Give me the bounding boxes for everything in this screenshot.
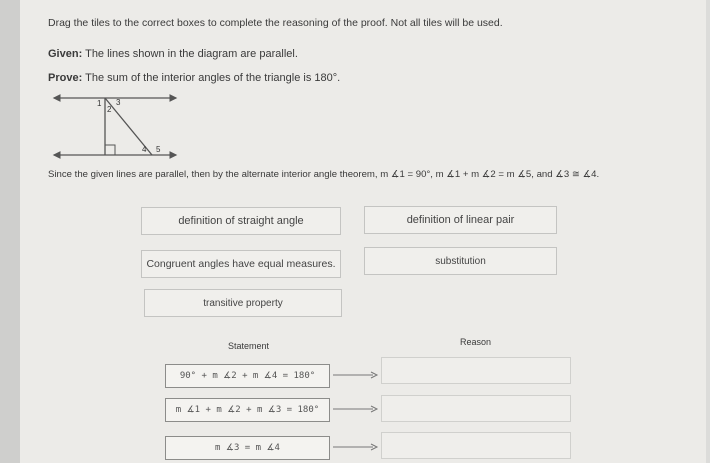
given-line (48, 48, 298, 60)
proof-page (20, 0, 706, 463)
arrow-icon (333, 370, 379, 380)
prove-line (48, 72, 340, 84)
given-label: Given: (48, 48, 83, 60)
angle-label-4: 4 (142, 145, 147, 154)
tile-transitive-property[interactable]: transitive property (144, 289, 342, 317)
statement-row-2: m ∡1 + m ∡2 + m ∡3 = 180° (165, 398, 330, 422)
page-edge (0, 0, 20, 463)
arrow-icon (333, 404, 379, 414)
angle-label-2: 2 (107, 105, 112, 114)
instructions-text: Drag the tiles to the correct boxes to complete the reasoning of the proof. Not all tiles will be used. (48, 17, 503, 29)
angle-label-3: 3 (116, 98, 121, 107)
tile-definition-of-straight-angle[interactable]: definition of straight angle (141, 207, 341, 235)
parallel-lines-diagram (48, 88, 183, 163)
angle-label-1: 1 (97, 99, 102, 108)
arrow-icon (333, 442, 379, 452)
reason-drop-box-1[interactable] (381, 357, 571, 384)
reason-header: Reason (460, 337, 492, 347)
tile-congruent-angles-equal-measures[interactable]: Congruent angles have equal measures. (141, 250, 341, 278)
reason-drop-box-2[interactable] (381, 395, 571, 422)
right-angle-mark (105, 145, 115, 155)
angle-label-5: 5 (156, 145, 161, 154)
statement-row-3: m ∡3 = m ∡4 (165, 436, 330, 460)
reason-drop-box-3[interactable] (381, 432, 571, 459)
prove-label: Prove: (48, 72, 83, 84)
given-text: The lines shown in the diagram are parallel. (85, 48, 298, 60)
tile-substitution[interactable]: substitution (364, 247, 557, 275)
statement-row-1: 90° + m ∡2 + m ∡4 = 180° (165, 364, 330, 388)
statement-paragraph: Since the given lines are parallel, then by the alternate interior angle theorem, m ∡1 = 90°, m ∡1 + m ∡2 = m ∡5, and ∡3 ≅ ∡4. (48, 169, 600, 180)
prove-text: The sum of the interior angles of the triangle is 180°. (85, 72, 341, 84)
statement-header: Statement (228, 341, 270, 351)
tile-definition-of-linear-pair[interactable]: definition of linear pair (364, 206, 557, 234)
